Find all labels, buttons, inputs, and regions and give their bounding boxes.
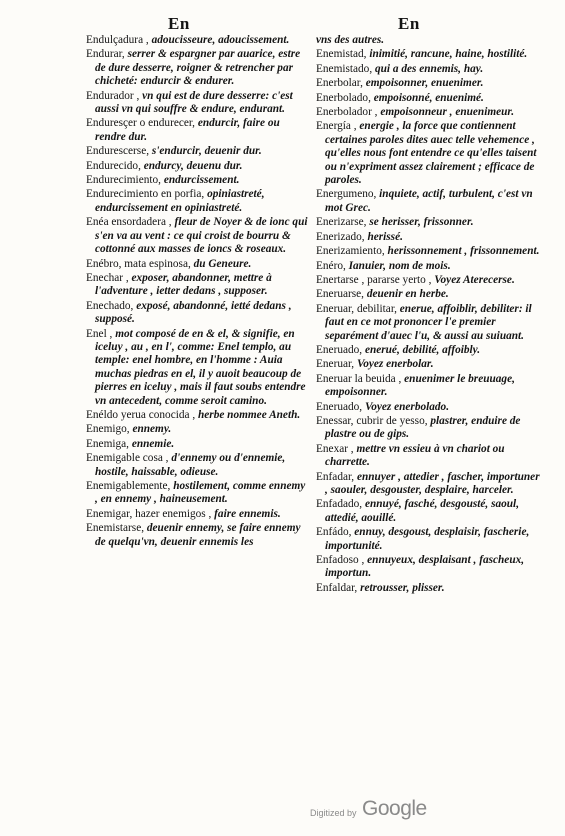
french-gloss: s'endurcir, deuenir dur.	[151, 145, 262, 158]
headword: Eneruado,	[316, 343, 363, 356]
headword: Enduresçer o endurecer,	[86, 117, 196, 130]
headword: Enemigar, hazer enemigos ,	[86, 507, 212, 520]
headword: Enerbolado,	[316, 91, 371, 104]
dictionary-entry	[316, 373, 544, 400]
dictionary-entry	[86, 480, 310, 507]
headword: Enerbolador ,	[316, 106, 378, 119]
dictionary-entry	[86, 117, 310, 144]
headword: Enerizamiento,	[316, 245, 385, 258]
french-gloss: serrer & espargner par auarice, estre de dure desserre, roigner & retrencher par chicheté: endurcir & endurer.	[95, 48, 301, 88]
dictionary-entry	[316, 245, 544, 258]
left-column	[86, 34, 310, 550]
french-gloss: empoisonné, enuenimé.	[373, 91, 484, 104]
dictionary-entry	[316, 106, 544, 119]
french-gloss: plastrer, enduire de plastre ou de gips.	[325, 414, 521, 441]
french-gloss: vns des autres.	[316, 34, 385, 46]
french-gloss: deuenir en herbe.	[366, 288, 449, 301]
french-gloss: inimitié, rancune, haine, hostilité.	[369, 48, 528, 61]
french-gloss: Voyez enerbolado.	[364, 400, 450, 413]
headword: Enemigo,	[86, 423, 130, 436]
headword: Enébro, mata espinosa,	[86, 257, 191, 270]
right-column	[316, 34, 544, 596]
french-gloss: du Geneure.	[193, 257, 252, 270]
dictionary-entry	[316, 77, 544, 90]
dictionary-entry	[86, 272, 310, 299]
dictionary-entry	[316, 231, 544, 244]
headword: Enfaldar,	[316, 581, 358, 594]
french-gloss: deuenir ennemy, se faire ennemy de quelqu'vn, deuenir ennemis les	[95, 522, 301, 548]
dictionary-entry	[316, 120, 544, 187]
headword: Energía ,	[316, 120, 357, 133]
dictionary-entry	[86, 328, 310, 408]
french-gloss: herissé.	[367, 230, 403, 243]
headword: Eneruar,	[316, 358, 355, 371]
dictionary-entry	[316, 443, 544, 470]
french-gloss: vn qui est de dure desserre: c'est aussi vn qui souffre & endure, endurant.	[95, 89, 293, 116]
headword: Enéa ensordadera ,	[86, 216, 172, 229]
headword: Enechar ,	[86, 271, 129, 284]
dictionary-entry	[86, 438, 310, 451]
french-gloss: ennuy, desgoust, desplaisir, fascherie, importunité.	[325, 526, 530, 552]
google-logo: Google	[362, 797, 427, 820]
french-gloss: endurcy, deuenu dur.	[143, 159, 243, 172]
dictionary-entry	[86, 48, 310, 88]
dictionary-entry	[316, 526, 544, 553]
headword: Enerizado,	[316, 230, 365, 243]
dictionary-entry	[316, 48, 544, 61]
dictionary-entry	[86, 423, 310, 436]
french-gloss: mettre vn essieu à vn chariot ou charrette.	[325, 442, 505, 469]
dictionary-entry	[86, 34, 310, 47]
dictionary-entry	[316, 471, 544, 498]
french-gloss: ennemie.	[131, 437, 175, 450]
headword: Enertarse , pararse yerto ,	[316, 273, 432, 286]
dictionary-entry	[316, 274, 544, 287]
dictionary-entry	[316, 582, 544, 595]
french-gloss: exposé, abandonné, ietté dedans , supposé.	[95, 299, 292, 326]
headword: Enfadado,	[316, 498, 363, 511]
french-gloss: Voyez enerbolar.	[356, 358, 434, 371]
dictionary-entry	[86, 216, 310, 256]
headword: Eneruado,	[316, 400, 363, 413]
dictionary-entry	[86, 452, 310, 479]
headword: Enéro,	[316, 259, 346, 272]
running-head-left: En	[168, 14, 190, 33]
dictionary-entry	[316, 498, 544, 525]
dictionary-entry	[316, 188, 544, 215]
dictionary-entry	[86, 90, 310, 117]
french-gloss: herissonnement , frissonnement.	[387, 245, 540, 258]
dictionary-entry	[86, 300, 310, 327]
headword: Enéldo yerua conocida ,	[86, 408, 196, 421]
french-gloss: inquiete, actif, turbulent, c'est vn mot Grec.	[325, 188, 533, 214]
headword: Endurador ,	[86, 89, 140, 102]
french-gloss: enerué, debilité, affoibly.	[364, 343, 481, 356]
french-gloss: endurcissement.	[163, 174, 240, 187]
french-gloss: se herisser, frissonner.	[369, 216, 474, 229]
french-gloss: d'ennemy ou d'ennemie, hostile, haissable, odieuse.	[95, 452, 286, 478]
dictionary-entry	[316, 34, 544, 47]
headword: Enemistad,	[316, 48, 367, 61]
dictionary-entry	[316, 260, 544, 273]
dictionary-entry	[86, 160, 310, 173]
french-gloss: faire ennemis.	[214, 507, 281, 520]
french-gloss: fleur de Noyer & de ionc qui s'en va au vent : ce qui croist de bourru & cottonné aux masses de ioncs & roseaux.	[95, 216, 308, 256]
headword: Enemigable cosa ,	[86, 452, 169, 465]
headword: Enfádo,	[316, 526, 352, 539]
french-gloss: adoucisseure, adoucissement.	[151, 34, 290, 46]
french-gloss: mot composé de en & el, & signifie, en iceluy , au , en l', comme: Enel templo, au temple: enel hombre, en l'homme : Auia muchas piedras en el, il y auoit beaucoup de pierres en iceluy , mais il faut soubs entendre vn antecedent, comme seroit camino.	[95, 327, 306, 407]
headword: Eneruar, debilitar,	[316, 302, 397, 315]
french-gloss: empoisonner, enuenimer.	[365, 77, 484, 90]
french-gloss: ennuyeux, desplaisant , fascheux, importun.	[325, 554, 525, 580]
dictionary-entry	[86, 174, 310, 187]
french-gloss: endurcir, faire ou rendre dur.	[95, 117, 280, 143]
french-gloss: ennuyé, fasché, desgousté, saoul, attedié, aouillé.	[325, 498, 520, 524]
headword: Endurescerse,	[86, 145, 150, 158]
dictionary-entry	[316, 92, 544, 105]
dictionary-entry	[86, 188, 310, 215]
french-gloss: ennemy.	[132, 423, 172, 436]
french-gloss: enuenimer le breuuage, empoisonner.	[325, 372, 515, 399]
headword: Enfadar,	[316, 470, 355, 483]
dictionary-entry	[316, 344, 544, 357]
french-gloss: Voyez Aterecerse.	[434, 273, 515, 286]
dictionary-entry	[316, 303, 544, 343]
headword: Enessar, cubrir de yesso,	[316, 414, 428, 427]
headword: Eneruar la beuida ,	[316, 372, 402, 385]
french-gloss: empoisonneur , enuenimeur.	[380, 106, 515, 119]
headword: Enexar ,	[316, 442, 354, 455]
french-gloss: Ianuier, nom de mois.	[348, 259, 451, 272]
dictionary-entry	[86, 258, 310, 271]
headword: Enemigablemente,	[86, 480, 171, 492]
headword: Energumeno,	[316, 188, 377, 201]
headword: Enechado,	[86, 299, 134, 312]
digitized-label: Digitized by	[310, 808, 357, 818]
dictionary-entry	[316, 415, 544, 442]
french-gloss: enerue, affoiblir, debiliter: il faut en ce mot prononcer l'e premier separément d'auec l'u, & aussi au suiuant.	[325, 302, 532, 342]
headword: Eneruarse,	[316, 288, 364, 301]
dictionary-entry	[86, 508, 310, 521]
headword: Enemistado,	[316, 62, 373, 75]
dictionary-entry	[86, 145, 310, 158]
headword: Enel ,	[86, 327, 113, 340]
headword: Enemistarse,	[86, 522, 145, 535]
headword: Endurecimiento en porfia,	[86, 188, 205, 201]
headword: Endurecimiento,	[86, 174, 161, 187]
french-gloss: opiniastreté, endurcissement en opiniastreté.	[95, 188, 265, 214]
headword: Enfadoso ,	[316, 554, 365, 567]
digitized-by-google-watermark	[310, 794, 470, 824]
french-gloss: energie , la force que contiennent certaines paroles dites auec telle vehemence , qu'elles nous font entendre ce qu'elles taisent ou n'expriment assez clairement ; efficace de paroles.	[325, 120, 537, 187]
column-gutter	[312, 38, 313, 758]
running-head-right: En	[398, 14, 420, 33]
french-gloss: retrousser, plisser.	[360, 581, 445, 594]
headword: Enerbolar,	[316, 77, 363, 90]
french-gloss: hostilement, comme ennemy , en ennemy , haineusement.	[95, 480, 306, 506]
dictionary-entry	[316, 288, 544, 301]
dictionary-entry	[86, 522, 310, 549]
headword: Endulçadura ,	[86, 34, 149, 46]
french-gloss: qui a des ennemis, hay.	[375, 62, 484, 75]
headword: Enemiga,	[86, 437, 129, 450]
headword: Endurar,	[86, 48, 125, 61]
dictionary-entry	[316, 63, 544, 76]
dictionary-entry	[316, 358, 544, 371]
french-gloss: exposer, abandonner, mettre à l'adventure , ietter dedans , supposer.	[95, 271, 272, 298]
dictionary-entry	[316, 554, 544, 581]
french-gloss: ennuyer , attedier , fascher, importuner , saouler, desgouster, desplaire, harceler.	[325, 470, 540, 496]
french-gloss: herbe nommee Aneth.	[198, 408, 301, 421]
dictionary-entry	[316, 401, 544, 414]
headword: Enerizarse,	[316, 216, 367, 229]
dictionary-entry	[86, 409, 310, 422]
headword: Endurecido,	[86, 159, 141, 172]
dictionary-entry	[316, 216, 544, 229]
